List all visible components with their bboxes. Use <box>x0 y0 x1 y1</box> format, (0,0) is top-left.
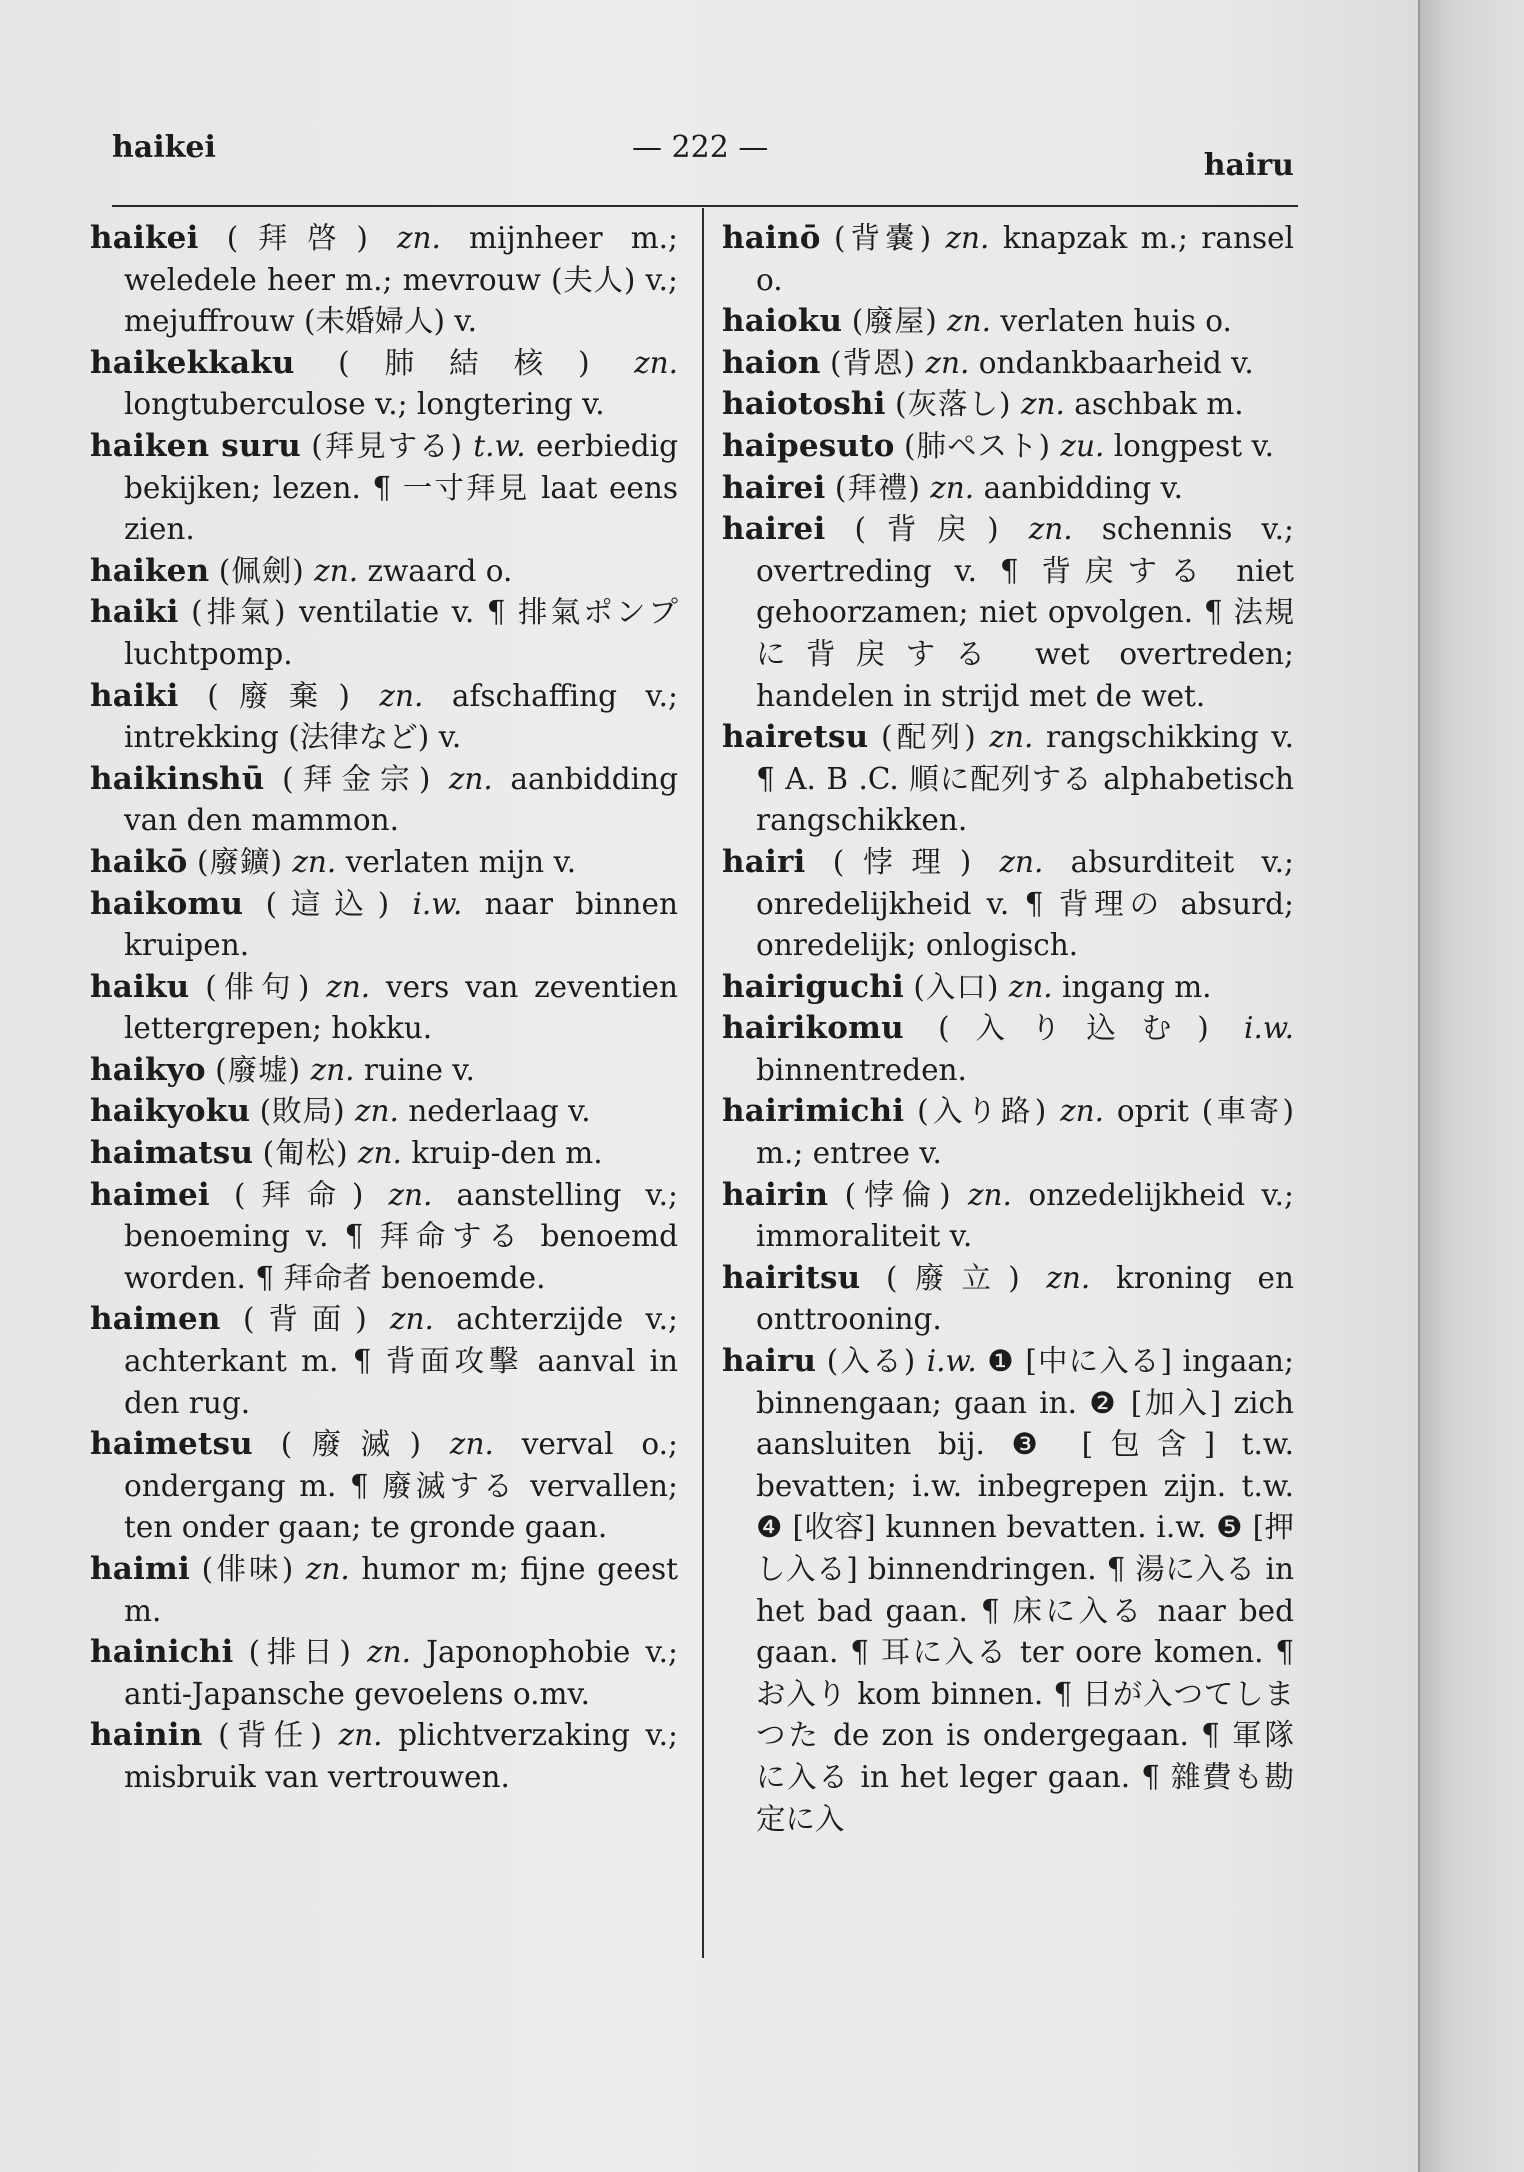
definition: aschbak m. <box>1074 387 1244 422</box>
part-of-speech: zn. <box>947 304 992 339</box>
dictionary-entry <box>722 842 1294 967</box>
headword: haiku <box>90 968 190 1005</box>
part-of-speech: i.w. <box>412 886 463 921</box>
part-of-speech: i.w. <box>1244 1011 1294 1046</box>
kanji: (俳句) <box>205 969 311 1004</box>
headword: haikei <box>90 220 199 256</box>
part-of-speech: zn. <box>379 678 424 713</box>
part-of-speech: zn. <box>292 844 337 879</box>
kanji: (入り路) <box>917 1094 1048 1129</box>
kanji: (背戻) <box>854 512 1000 547</box>
kanji: (入口) <box>913 969 1000 1004</box>
headword: haikyoku <box>90 1093 251 1130</box>
part-of-speech: zu. <box>1060 428 1105 463</box>
definition: ruine v. <box>363 1052 475 1087</box>
dictionary-entry <box>90 884 678 967</box>
headword: hairimichi <box>722 1093 905 1130</box>
part-of-speech: zn. <box>448 761 493 796</box>
headword: haiken suru <box>90 427 301 464</box>
definition: aanstelling v.; benoeming v. ¶ 拜命する benoemd worden. ¶ 拜命者 benoemde. <box>124 1177 678 1295</box>
definition: binnentreden. <box>756 1052 967 1087</box>
part-of-speech: zn. <box>310 1052 355 1087</box>
kanji: (敗局) <box>259 1094 346 1129</box>
definition: kruip-den m. <box>411 1136 603 1171</box>
dictionary-entry <box>90 1175 678 1300</box>
headword: haikō <box>90 843 188 880</box>
part-of-speech: zn. <box>1060 1094 1105 1129</box>
definition: ❶ [中に入る] ingaan; binnengaan; gaan in. ❷ [加入] zich aansluiten bij. ❸ [包含] t.w. bevatten; i.w. inbegrepen zijn. t.w. ❹ [收容] kunnen bevatten. i.w. ❺ [押し入る] binnendringen. ¶ 湯に入る in het bad gaan. ¶ 床に入る naar bed gaan. ¶ 耳に入る ter oore komen. ¶ お入り kom binnen. ¶ 日が入つてしまつた de zon is ondergegaan. ¶ 軍隊に入る in het leger gaan. ¶ 雜費も勘定に入 <box>756 1344 1294 1836</box>
dictionary-entry <box>722 1341 1294 1840</box>
dictionary-entry <box>90 759 678 842</box>
dictionary-entry <box>90 343 678 426</box>
right-column <box>722 218 1294 1840</box>
kanji: (俳味) <box>201 1552 295 1586</box>
definition: verlaten huis o. <box>1000 304 1232 339</box>
kanji: (肺結核) <box>338 345 591 380</box>
dictionary-entry <box>722 1008 1294 1091</box>
dictionary-entry <box>90 1715 678 1798</box>
headword: hairei <box>722 511 826 548</box>
part-of-speech: i.w. <box>926 1344 977 1379</box>
kanji: (匍松) <box>262 1136 349 1171</box>
part-of-speech: zn. <box>989 720 1034 755</box>
definition: longpest v. <box>1113 428 1275 463</box>
kanji: (排日) <box>248 1635 352 1670</box>
part-of-speech: t.w. <box>473 428 526 463</box>
headword: hairei <box>722 469 826 506</box>
part-of-speech: zn. <box>945 221 990 255</box>
kanji: (廢鑛) <box>196 844 283 879</box>
kanji: (拜命) <box>234 1177 365 1212</box>
headword: haiken <box>90 552 210 589</box>
kanji: (悖理) <box>832 844 973 879</box>
definition: knapzak m.; ransel o. <box>756 221 1294 297</box>
definition: plichtverzaking v.; misbruik van vertrouwen. <box>124 1718 678 1794</box>
kanji: (排氣) <box>191 595 287 630</box>
part-of-speech: zn. <box>634 345 678 380</box>
part-of-speech: zn. <box>314 553 359 588</box>
part-of-speech: zn. <box>305 1552 350 1586</box>
dictionary-entry <box>90 1549 678 1632</box>
dictionary-entry <box>90 842 678 884</box>
definition: absurditeit v.; onredelijkheid v. ¶ 背理の absurd; onredelijk; onlogisch. <box>756 844 1294 963</box>
part-of-speech: zn. <box>1028 512 1073 547</box>
definition: Japonophobie v.; anti-Japansche gevoelens o.mv. <box>124 1635 678 1711</box>
part-of-speech: zn. <box>999 844 1044 879</box>
kanji: (廢滅) <box>280 1427 423 1462</box>
dictionary-entry <box>722 384 1294 426</box>
definition: mijnheer m.; weledele heer m.; mevrouw (夫人) v.; mejuffrouw (未婚婦人) v. <box>124 221 678 339</box>
kanji: (拜金宗) <box>282 761 432 796</box>
definition: zwaard o. <box>367 553 513 588</box>
headword: haikekkaku <box>90 344 295 381</box>
dictionary-entry <box>90 967 678 1050</box>
dictionary-entry <box>722 1091 1294 1174</box>
part-of-speech: zn. <box>925 345 970 380</box>
part-of-speech: zn. <box>968 1177 1012 1212</box>
kanji: (灰落し) <box>895 387 1012 422</box>
dictionary-entry <box>722 509 1294 717</box>
definition: ventilatie v. ¶ 排氣ポンプ luchtpomp. <box>124 595 678 671</box>
definition: nederlaag v. <box>408 1094 591 1129</box>
kanji: (肺ペスト) <box>903 428 1052 463</box>
dictionary-entry <box>722 717 1294 842</box>
dictionary-entry <box>722 301 1294 343</box>
part-of-speech: zn. <box>1046 1260 1091 1295</box>
definition: eerbiedig bekijken; lezen. ¶ 一寸拜見 laat eens zien. <box>124 428 678 547</box>
headword: haipesuto <box>722 427 895 464</box>
headword: haimen <box>90 1301 221 1338</box>
headword: haimetsu <box>90 1426 253 1463</box>
dictionary-entry <box>722 218 1294 301</box>
kanji: (廢棄) <box>207 678 351 713</box>
part-of-speech: zn. <box>1020 387 1065 422</box>
headword: hairin <box>722 1176 829 1213</box>
header-rule <box>112 205 1298 207</box>
headword: hairitsu <box>722 1259 861 1296</box>
dictionary-entry <box>722 1258 1294 1341</box>
part-of-speech: zn. <box>367 1635 411 1670</box>
kanji: (廢立) <box>886 1260 1021 1295</box>
headword: haikinshū <box>90 760 265 797</box>
left-column <box>90 218 678 1799</box>
definition: kroning en onttrooning. <box>756 1260 1294 1337</box>
dictionary-entry <box>90 1632 678 1715</box>
headword: haimei <box>90 1176 210 1213</box>
part-of-speech: zn. <box>388 1177 433 1212</box>
kanji: (配列) <box>881 720 977 755</box>
kanji: (這込) <box>265 886 391 921</box>
definition: aanbidding van den mammon. <box>124 761 678 838</box>
part-of-speech: zn. <box>397 221 441 255</box>
definition: ondankbaarheid v. <box>978 345 1254 380</box>
kanji: (拜啓) <box>226 221 369 255</box>
headword: hainin <box>90 1717 203 1754</box>
definition: aanbidding v. <box>983 470 1184 505</box>
kanji: (背任) <box>218 1718 323 1753</box>
dictionary-entry <box>90 1424 678 1549</box>
part-of-speech: zn. <box>390 1302 434 1337</box>
headword: hainō <box>722 220 821 256</box>
dictionary-entry <box>90 426 678 551</box>
kanji: (拜見する) <box>311 428 463 463</box>
kanji: (悖倫) <box>844 1177 952 1212</box>
column-divider <box>702 208 704 1958</box>
kanji: (背面) <box>242 1302 368 1337</box>
definition: ingang m. <box>1062 969 1212 1004</box>
kanji: (背嚢) <box>834 221 933 255</box>
running-head-right: hairu <box>1203 148 1294 183</box>
headword: haikomu <box>90 885 244 922</box>
running-head <box>112 130 1294 183</box>
part-of-speech: zn. <box>326 969 371 1004</box>
dictionary-entry <box>90 218 678 343</box>
headword: haimatsu <box>90 1135 254 1172</box>
kanji: (背恩) <box>830 345 917 380</box>
dictionary-entry <box>90 676 678 759</box>
headword: hairiguchi <box>722 968 904 1005</box>
headword: hairu <box>722 1343 817 1380</box>
definition: oprit (車寄) m.; entree v. <box>756 1094 1294 1171</box>
dictionary-entry <box>722 426 1294 468</box>
kanji: (廢墟) <box>215 1052 302 1087</box>
dictionary-entry <box>90 1299 678 1424</box>
definition: verval o.; ondergang m. ¶ 廢滅する vervallen; ten onder gaan; te gronde gaan. <box>124 1427 678 1545</box>
definition: humor m; fijne geest m. <box>124 1552 678 1628</box>
page-number: — 222 — <box>632 130 769 165</box>
part-of-speech: zn. <box>930 470 975 505</box>
definition: naar binnen kruipen. <box>124 886 678 963</box>
part-of-speech: zn. <box>338 1718 383 1753</box>
dictionary-entry <box>90 1091 678 1133</box>
headword: haiotoshi <box>722 386 886 423</box>
part-of-speech: zn. <box>1008 969 1053 1004</box>
headword: hairikomu <box>722 1010 904 1047</box>
kanji: (入る) <box>826 1344 917 1379</box>
definition: schennis v.; overtreding v. ¶ 背戻する niet gehoorzamen; niet opvolgen. ¶ 法規に背戻する wet overtreden; handelen in strijd met de wet. <box>756 512 1294 713</box>
headword: haimi <box>90 1551 190 1587</box>
definition: achterzijde v.; achterkant m. ¶ 背面攻擊 aanval in den rug. <box>124 1302 678 1420</box>
dictionary-entry <box>90 551 678 593</box>
definition: vers van zeventien lettergrepen; hokku. <box>124 969 678 1046</box>
dictionary-entry <box>722 967 1294 1009</box>
running-head-left: haikei <box>112 130 216 165</box>
dictionary-entry <box>722 468 1294 510</box>
headword: hairi <box>722 843 806 880</box>
headword: haion <box>722 344 821 381</box>
kanji: (拜禮) <box>834 470 921 505</box>
dictionary-entry <box>722 1175 1294 1258</box>
kanji: (廢屋) <box>851 304 938 339</box>
definition: longtuberculose v.; longtering v. <box>124 387 605 422</box>
headword: hainichi <box>90 1634 234 1671</box>
definition: onzedelijkheid v.; immoraliteit v. <box>756 1177 1294 1254</box>
kanji: (入り込む) <box>938 1011 1210 1046</box>
definition: rangschikking v. ¶ A. B .C. 順に配列する alphabetisch rangschikken. <box>756 720 1294 838</box>
headword: haiki <box>90 677 179 714</box>
headword: haikyo <box>90 1051 206 1088</box>
dictionary-entry <box>90 1133 678 1175</box>
part-of-speech: zn. <box>358 1136 402 1171</box>
dictionary-entry <box>90 1050 678 1092</box>
definition: afschaffing v.; intrekking (法律など) v. <box>124 678 678 755</box>
part-of-speech: zn. <box>449 1427 494 1462</box>
dictionary-entry <box>722 343 1294 385</box>
kanji: (佩劍) <box>218 553 305 588</box>
definition: verlaten mijn v. <box>345 844 577 879</box>
headword: haiki <box>90 594 179 631</box>
headword: hairetsu <box>722 719 869 756</box>
part-of-speech: zn. <box>355 1094 399 1129</box>
dictionary-entry <box>90 592 678 675</box>
page-edge <box>1418 0 1524 2172</box>
headword: haioku <box>722 303 843 340</box>
